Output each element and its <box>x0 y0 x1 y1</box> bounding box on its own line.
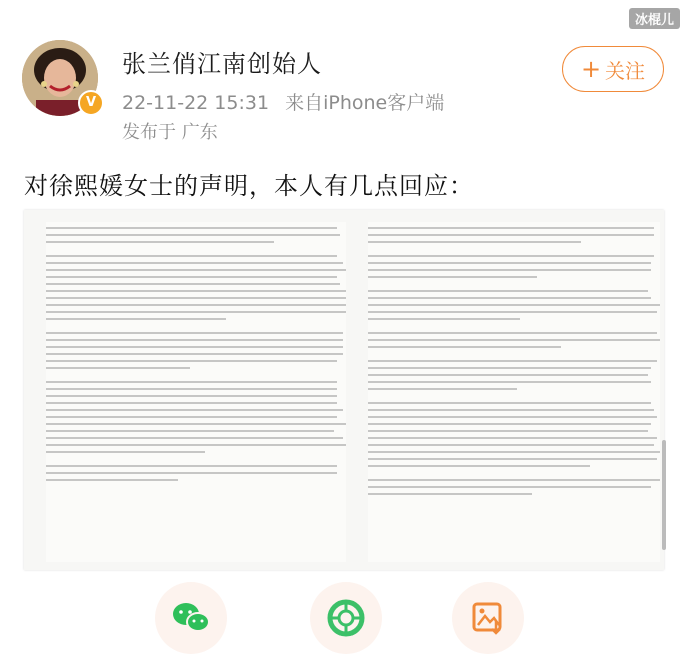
post-meta <box>122 88 444 115</box>
text-line <box>46 395 337 397</box>
post-location: 发布于 广东 <box>122 122 218 143</box>
image-scrollbar[interactable] <box>662 440 666 550</box>
text-line <box>46 234 340 236</box>
statement-paragraph <box>368 402 660 467</box>
text-line <box>46 269 346 271</box>
text-line <box>46 297 346 299</box>
text-line <box>46 353 343 355</box>
statement-paragraph <box>368 227 660 243</box>
text-line <box>46 381 337 383</box>
text-line <box>46 402 337 404</box>
text-line <box>368 367 651 369</box>
text-line <box>46 423 346 425</box>
statement-paragraph <box>46 381 346 453</box>
text-line <box>46 332 343 334</box>
text-line <box>46 283 340 285</box>
plus-icon: + <box>580 55 602 83</box>
text-line <box>368 388 517 390</box>
text-line <box>368 290 648 292</box>
text-line <box>368 255 654 257</box>
source-prefix: 来自 <box>285 92 324 114</box>
text-line <box>368 339 660 341</box>
share-moments-button[interactable] <box>310 582 382 654</box>
text-line <box>46 339 343 341</box>
text-line <box>46 360 337 362</box>
text-line <box>46 388 337 390</box>
text-line <box>368 374 648 376</box>
author-name[interactable]: 张兰俏江南创始人 <box>122 50 322 78</box>
save-image-button[interactable] <box>452 582 524 654</box>
text-line <box>368 346 561 348</box>
text-line <box>368 332 657 334</box>
moments-icon <box>327 599 365 637</box>
text-line <box>368 311 657 313</box>
text-line <box>368 304 660 306</box>
post-time: 22-11-22 15:31 <box>122 92 270 114</box>
verified-badge-icon: V <box>78 90 104 116</box>
follow-button[interactable] <box>562 46 664 92</box>
statement-paragraph <box>46 255 346 320</box>
statement-paragraph <box>46 332 346 369</box>
text-line <box>368 416 657 418</box>
text-line <box>46 465 337 467</box>
watermark: 冰棍儿 <box>629 8 680 29</box>
statement-paragraph <box>368 332 660 348</box>
statement-image[interactable] <box>24 210 664 570</box>
text-line <box>368 444 654 446</box>
text-line <box>46 304 346 306</box>
text-line <box>368 402 651 404</box>
text-line <box>368 451 660 453</box>
text-line <box>368 409 654 411</box>
text-line <box>368 423 651 425</box>
text-line <box>46 311 346 313</box>
text-line <box>368 276 537 278</box>
statement-paragraph <box>368 290 660 320</box>
text-line <box>46 290 346 292</box>
statement-paragraph <box>46 227 346 243</box>
text-line <box>368 486 651 488</box>
text-line <box>368 269 651 271</box>
text-line <box>46 318 226 320</box>
text-line <box>368 241 581 243</box>
text-line <box>46 255 337 257</box>
text-line <box>46 409 343 411</box>
text-line <box>368 262 651 264</box>
text-line <box>368 318 520 320</box>
text-line <box>46 451 205 453</box>
statement-paragraph <box>368 479 660 495</box>
source-device: iPhone客户端 <box>323 92 445 114</box>
text-line <box>46 416 337 418</box>
text-line <box>46 241 274 243</box>
text-line <box>368 430 648 432</box>
post-text: 对徐熙媛女士的声明，本人有几点回应： <box>24 172 474 200</box>
text-line <box>368 465 590 467</box>
text-line <box>368 360 657 362</box>
text-line <box>46 479 178 481</box>
text-line <box>368 381 651 383</box>
text-line <box>368 297 651 299</box>
text-line <box>46 437 343 439</box>
follow-label: 关注 <box>605 58 646 83</box>
share-wechat-button[interactable] <box>155 582 227 654</box>
statement-paragraph <box>368 360 660 390</box>
statement-paragraph <box>368 255 660 278</box>
text-line <box>46 472 337 474</box>
wechat-icon <box>171 601 211 635</box>
text-line <box>368 493 532 495</box>
statement-page-right <box>368 222 660 562</box>
text-line <box>46 367 190 369</box>
text-line <box>46 444 346 446</box>
text-line <box>46 346 343 348</box>
text-line <box>368 437 657 439</box>
text-line <box>46 262 343 264</box>
text-line <box>368 234 654 236</box>
text-line <box>368 458 657 460</box>
text-line <box>46 430 334 432</box>
text-line <box>368 227 654 229</box>
text-line <box>46 276 337 278</box>
save-image-icon <box>471 601 505 635</box>
text-line <box>368 479 660 481</box>
statement-page-left <box>46 222 346 562</box>
text-line <box>46 227 337 229</box>
statement-paragraph <box>46 465 346 481</box>
